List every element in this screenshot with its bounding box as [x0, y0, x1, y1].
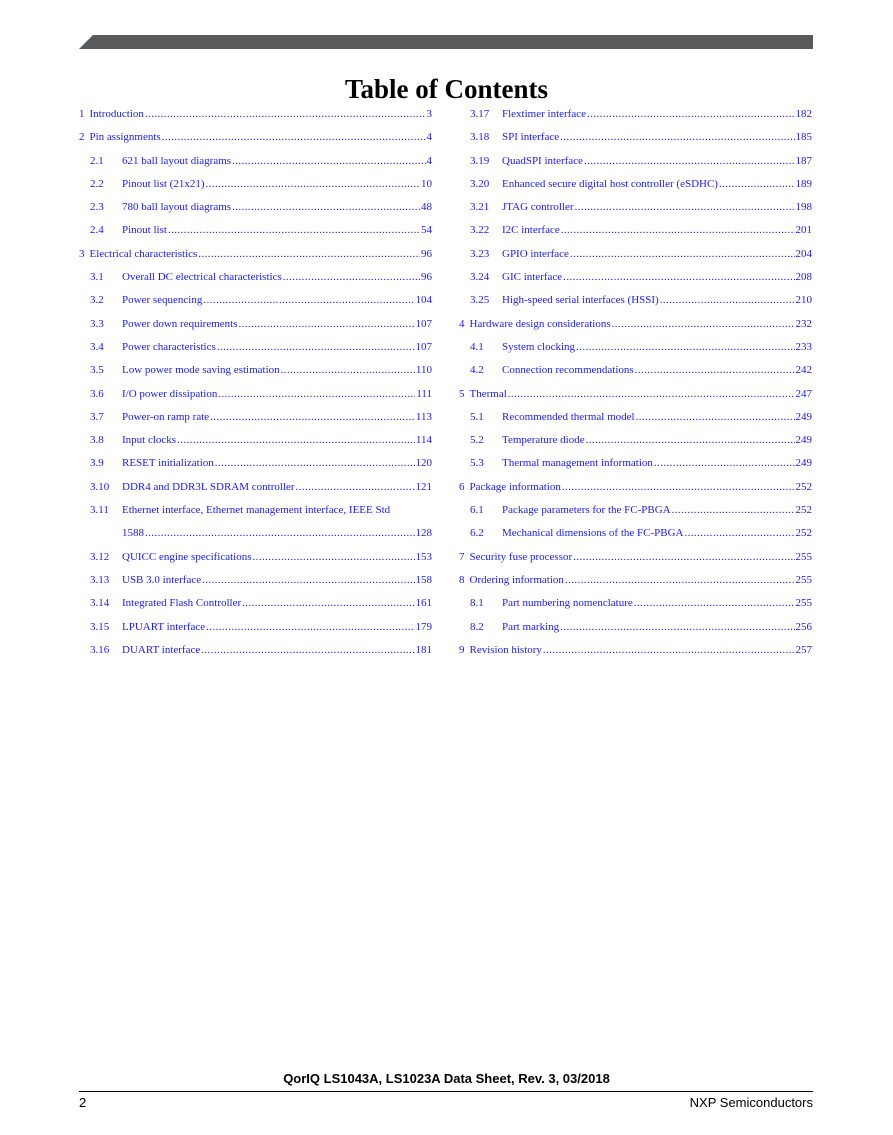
footer-page-number: 2 — [79, 1095, 87, 1110]
toc-dot-leader — [573, 548, 794, 566]
toc-entry-title: Overall DC electrical characteristics — [122, 271, 282, 284]
toc-entry-number: 2.4 — [90, 224, 104, 237]
toc-entry-number: 3.20 — [470, 177, 490, 190]
toc-entry[interactable] — [459, 385, 812, 408]
toc-entry-title: Pinout list — [122, 224, 167, 237]
toc-entry-number: 3.12 — [90, 550, 110, 563]
toc-entry-page: 255 — [795, 550, 812, 563]
toc-entry-page: 249 — [795, 434, 812, 447]
toc-entry-page: 4 — [426, 131, 432, 144]
toc-entry-number: 6 — [459, 480, 465, 493]
toc-entry[interactable] — [459, 152, 812, 175]
toc-entry-page: 10 — [421, 177, 432, 190]
toc-entry[interactable] — [459, 175, 812, 198]
toc-entry[interactable] — [79, 478, 432, 501]
toc-entry-number: 9 — [459, 643, 465, 656]
toc-entry-title: High-speed serial interfaces (HSSI) — [502, 294, 659, 307]
toc-entry-title: GPIO interface — [502, 247, 569, 260]
toc-entry-title: Package parameters for the FC-PBGA — [502, 504, 671, 517]
toc-dot-leader — [203, 291, 414, 309]
toc-entry-number: 3.1 — [90, 271, 104, 284]
toc-entry[interactable] — [79, 338, 432, 361]
toc-entry[interactable] — [459, 128, 812, 151]
toc-entry-number: 3.16 — [90, 643, 110, 656]
toc-entry[interactable] — [79, 454, 432, 477]
toc-entry-title: DUART interface — [122, 643, 201, 656]
toc-entry-number: 3.17 — [470, 108, 490, 120]
toc-entry[interactable] — [79, 641, 432, 664]
toc-entry[interactable] — [79, 198, 432, 221]
toc-dot-leader — [242, 594, 414, 612]
toc-dot-leader — [654, 454, 795, 472]
toc-dot-leader — [253, 548, 415, 566]
toc-entry[interactable] — [459, 408, 812, 431]
toc-entry-title: System clocking — [502, 340, 576, 353]
toc-dot-leader — [238, 315, 414, 333]
toc-entry-page: 232 — [795, 317, 812, 330]
toc-dot-leader — [586, 431, 795, 449]
toc-dot-leader — [565, 571, 795, 589]
toc-entry-number: 3.15 — [90, 620, 110, 633]
toc-dot-leader — [198, 245, 420, 263]
toc-dot-leader — [672, 501, 795, 519]
toc-entry-title: Temperature diode — [502, 434, 585, 447]
toc-entry-number: 3.7 — [90, 410, 104, 423]
toc-entry-page: 208 — [795, 271, 812, 284]
toc-entry-title: RESET initialization — [122, 457, 214, 470]
toc-dot-leader — [587, 105, 795, 123]
toc-entry-page: 255 — [795, 597, 812, 610]
toc-entry[interactable] — [79, 431, 432, 454]
toc-entry-page: 153 — [415, 550, 432, 563]
toc-dot-leader — [201, 641, 414, 659]
toc-entry-page: 204 — [795, 247, 812, 260]
toc-entry-page: 107 — [415, 317, 432, 330]
toc-entry-page: 4 — [426, 154, 432, 167]
toc-entry[interactable] — [79, 291, 432, 314]
toc-dot-leader — [719, 175, 795, 193]
toc-entry[interactable] — [79, 175, 432, 198]
toc-dot-leader — [296, 478, 415, 496]
toc-entry-number: 5 — [459, 387, 465, 400]
toc-entry-number: 3.22 — [470, 224, 490, 237]
toc-entry-number: 5.1 — [470, 410, 484, 423]
toc-entry[interactable] — [459, 268, 812, 291]
toc-entry-title: QuadSPI interface — [502, 154, 583, 167]
footer-doc-title: QorIQ LS1043A, LS1023A Data Sheet, Rev. 3, 03/2018 — [283, 1071, 610, 1086]
toc-entry-number: 3.21 — [470, 201, 490, 214]
toc-entry-number: 3.3 — [90, 317, 104, 330]
toc-entry-title: Security fuse processor — [469, 550, 573, 563]
toc-dot-leader — [660, 291, 795, 309]
toc-entry[interactable] — [79, 268, 432, 291]
toc-entry-page: 256 — [795, 620, 812, 633]
toc-dot-leader — [576, 338, 794, 356]
toc-entry-page: 249 — [795, 457, 812, 470]
toc-dot-leader — [584, 152, 795, 170]
toc-dot-leader — [202, 571, 414, 589]
toc-column-left — [79, 105, 432, 664]
toc-entry-page: 114 — [415, 434, 432, 447]
toc-entry[interactable] — [459, 641, 812, 664]
toc-dot-leader — [206, 175, 420, 193]
toc-dot-leader — [612, 315, 795, 333]
toc-entry-number: 7 — [459, 550, 465, 563]
toc-entry[interactable] — [79, 385, 432, 408]
toc-entry-title: I/O power dissipation — [122, 387, 218, 400]
toc-entry-page: 120 — [415, 457, 432, 470]
toc-entry-title-cont: 1588 — [122, 527, 144, 540]
toc-entry-page: 104 — [415, 294, 432, 307]
toc-entry[interactable] — [459, 548, 812, 571]
toc-dot-leader — [206, 618, 414, 636]
toc-dot-leader — [575, 198, 795, 216]
toc-dot-leader — [560, 128, 794, 146]
toc-entry-number: 3.14 — [90, 597, 110, 610]
toc-entry-page: 96 — [421, 247, 432, 260]
toc-entry-page: 107 — [415, 340, 432, 353]
toc-dot-leader — [684, 524, 794, 542]
toc-entry-title: Hardware design considerations — [469, 317, 611, 330]
toc-dot-leader — [560, 618, 794, 636]
toc-dot-leader — [145, 524, 415, 542]
toc-entry-title: I2C interface — [502, 224, 560, 237]
toc-dot-leader — [508, 385, 795, 403]
toc-entry-number: 5.3 — [470, 457, 484, 470]
toc-entry-title: Input clocks — [122, 434, 177, 447]
toc-dot-leader — [215, 454, 415, 472]
toc-entry-number: 3.13 — [90, 573, 110, 586]
toc-entry-page: 54 — [421, 224, 432, 237]
toc-dot-leader — [162, 128, 426, 146]
footer-rule — [79, 1091, 813, 1092]
toc-entry-title: GIC interface — [502, 271, 563, 284]
toc-entry-number: 3.11 — [90, 504, 109, 517]
toc-entry-number: 3.24 — [470, 271, 490, 284]
toc-entry-page: 210 — [795, 294, 812, 307]
toc-dot-leader — [210, 408, 415, 426]
toc-entry[interactable] — [459, 571, 812, 594]
toc-entry-title: Integrated Flash Controller — [122, 597, 242, 610]
toc-dot-leader — [168, 221, 420, 239]
toc-entry[interactable] — [79, 501, 432, 524]
toc-entry-page: 185 — [795, 131, 812, 144]
toc-entry-page: 96 — [421, 271, 432, 284]
toc-entry-title: LPUART interface — [122, 620, 206, 633]
toc-entry-page: 179 — [415, 620, 432, 633]
toc-entry-title: SPI interface — [502, 131, 560, 144]
toc-entry-title: Thermal — [469, 387, 507, 400]
toc-entry-number: 3.4 — [90, 340, 104, 353]
toc-entry-title: DDR4 and DDR3L SDRAM controller — [122, 480, 295, 493]
toc-entry-number: 3.23 — [470, 247, 490, 260]
toc-dot-leader — [561, 221, 795, 239]
toc-entry[interactable] — [79, 548, 432, 571]
toc-entry-page: 128 — [415, 527, 432, 540]
toc-entry[interactable] — [79, 618, 432, 641]
toc-dot-leader — [635, 361, 795, 379]
toc-dot-leader — [218, 385, 415, 403]
toc-entry-number: 2.3 — [90, 201, 104, 214]
toc-entry[interactable] — [459, 198, 812, 221]
toc-entry[interactable] — [459, 338, 812, 361]
toc-entry-number: 2 — [79, 131, 85, 144]
toc-entry-number: 4.2 — [470, 364, 484, 377]
toc-entry-continuation[interactable] — [79, 524, 432, 547]
toc-dot-leader — [562, 478, 795, 496]
toc-entry-page: 198 — [795, 201, 812, 214]
toc-entry-title: Electrical characteristics — [89, 247, 198, 260]
toc-entry-page: 121 — [415, 480, 432, 493]
toc-entry-title: Power down requirements — [122, 317, 238, 330]
toc-entry-number: 8.2 — [470, 620, 484, 633]
toc-entry[interactable] — [459, 315, 812, 338]
toc-entry-title: Mechanical dimensions of the FC-PBGA — [502, 527, 684, 540]
toc-entry-title: Package information — [469, 480, 561, 493]
page-title: Table of Contents — [344, 74, 549, 104]
toc-entry[interactable] — [459, 291, 812, 314]
toc-entry-title: Part marking — [502, 620, 560, 633]
toc-entry[interactable] — [79, 152, 432, 175]
toc-entry-title: Recommended thermal model — [502, 410, 635, 423]
toc-entry-number: 8.1 — [470, 597, 484, 610]
toc-entry[interactable] — [459, 431, 812, 454]
toc-entry[interactable] — [459, 618, 812, 641]
toc-entry-number: 8 — [459, 573, 465, 586]
toc-entry-number: 5.2 — [470, 434, 484, 447]
toc-entry-title: Ordering information — [469, 573, 564, 586]
toc-entry[interactable] — [79, 571, 432, 594]
toc-entry-number: 3.18 — [470, 131, 490, 144]
toc-entry-title: Power characteristics — [122, 340, 216, 353]
toc-column-right — [459, 105, 812, 664]
toc-entry-number: 6.1 — [470, 504, 484, 517]
toc-entry-number: 3.2 — [90, 294, 104, 307]
toc-entry-page: 111 — [416, 387, 432, 400]
toc-entry[interactable] — [459, 524, 812, 547]
toc-entry-title: Low power mode saving estimation — [122, 364, 280, 377]
toc-entry-title: Pinout list (21x21) — [122, 177, 205, 190]
toc-entry-title: Pin assignments — [89, 131, 161, 144]
toc-entry-number: 2.1 — [90, 154, 104, 167]
toc-dot-leader — [636, 408, 795, 426]
toc-entry-page: 161 — [415, 597, 432, 610]
toc-entry-page: 242 — [795, 364, 812, 377]
toc-entry[interactable] — [79, 315, 432, 338]
toc-entry[interactable] — [79, 594, 432, 617]
toc-entry-title: Power-on ramp rate — [122, 410, 210, 423]
toc-entry[interactable] — [459, 361, 812, 384]
toc-entry[interactable] — [459, 594, 812, 617]
toc-entry-number: 3.6 — [90, 387, 104, 400]
toc-dot-leader — [281, 361, 415, 379]
toc-entry-title: QUICC engine specifications — [122, 550, 252, 563]
toc-entry-number: 4.1 — [470, 340, 484, 353]
toc-entry-title: Ethernet interface, Ethernet management interface, IEEE Std — [122, 504, 391, 517]
toc-entry[interactable] — [79, 221, 432, 244]
toc-entry-page: 182 — [795, 108, 812, 120]
toc-entry-page: 110 — [415, 364, 432, 377]
toc-entry[interactable] — [79, 408, 432, 431]
toc-entry[interactable] — [459, 221, 812, 244]
toc-entry[interactable] — [459, 105, 812, 128]
toc-entry[interactable] — [459, 245, 812, 268]
toc-entry-page: 252 — [795, 504, 812, 517]
toc-entry-title: Part numbering nomenclature — [502, 597, 633, 610]
footer-company: NXP Semiconductors — [689, 1095, 813, 1110]
toc-entry-number: 3.9 — [90, 457, 104, 470]
toc-entry-page: 233 — [795, 340, 812, 353]
toc-entry-title: Flextimer interface — [502, 108, 586, 120]
toc-entry-number: 3.19 — [470, 154, 490, 167]
toc-entry[interactable] — [79, 105, 432, 128]
toc-entry-title: USB 3.0 interface — [122, 573, 202, 586]
toc-entry-number: 3.25 — [470, 294, 490, 307]
toc-entry-title: Connection recommendations — [502, 364, 634, 377]
toc-dot-leader — [634, 594, 795, 612]
toc-entry-page: 113 — [415, 410, 432, 423]
toc-dot-leader — [232, 198, 420, 216]
toc-entry[interactable] — [79, 245, 432, 268]
toc-entry-page: 181 — [415, 643, 432, 656]
toc-entry[interactable] — [79, 128, 432, 151]
toc-entry-page: 189 — [795, 177, 812, 190]
toc-entry-page: 247 — [795, 387, 812, 400]
toc-entry-number: 3.5 — [90, 364, 104, 377]
toc-entry-number: 2.2 — [90, 177, 104, 190]
toc-entry-title: Thermal management information — [502, 457, 653, 470]
toc-entry-number: 3 — [79, 247, 85, 260]
toc-entry-number: 1 — [79, 108, 85, 120]
toc-entry-number: 4 — [459, 317, 465, 330]
toc-entry-title: 621 ball layout diagrams — [122, 154, 232, 167]
toc-entry-title: JTAG controller — [502, 201, 574, 214]
toc-dot-leader — [563, 268, 794, 286]
toc-entry[interactable] — [459, 478, 812, 501]
toc-dot-leader — [283, 268, 420, 286]
header-bar — [79, 35, 813, 49]
toc-dot-leader — [177, 431, 415, 449]
toc-entry-page: 158 — [415, 573, 432, 586]
toc-entry-page: 187 — [795, 154, 812, 167]
toc-entry-title: Power sequencing — [122, 294, 203, 307]
toc-dot-leader — [232, 152, 425, 170]
toc-entry-number: 3.10 — [90, 480, 110, 493]
toc-entry-page: 257 — [795, 643, 812, 656]
toc-dot-leader — [543, 641, 795, 659]
toc-entry-page: 3 — [426, 108, 432, 120]
toc-entry[interactable] — [459, 501, 812, 524]
toc-entry[interactable] — [79, 361, 432, 384]
toc-entry-title: Introduction — [89, 108, 144, 120]
toc-entry-number: 3.8 — [90, 434, 104, 447]
toc-entry-number: 6.2 — [470, 527, 484, 540]
toc-entry-page: 201 — [795, 224, 812, 237]
toc-entry-page: 255 — [795, 573, 812, 586]
toc-entry-title: Enhanced secure digital host controller (eSDHC) — [502, 177, 718, 190]
toc-dot-leader — [217, 338, 415, 356]
toc-dot-leader — [145, 105, 426, 123]
toc-entry[interactable] — [459, 454, 812, 477]
toc-entry-page: 252 — [795, 480, 812, 493]
toc-entry-title: 780 ball layout diagrams — [122, 201, 232, 214]
toc-dot-leader — [570, 245, 795, 263]
toc-entry-page: 249 — [795, 410, 812, 423]
toc-entry-page: 252 — [795, 527, 812, 540]
toc-entry-title: Revision history — [469, 643, 542, 656]
toc-entry-page: 48 — [421, 201, 432, 214]
